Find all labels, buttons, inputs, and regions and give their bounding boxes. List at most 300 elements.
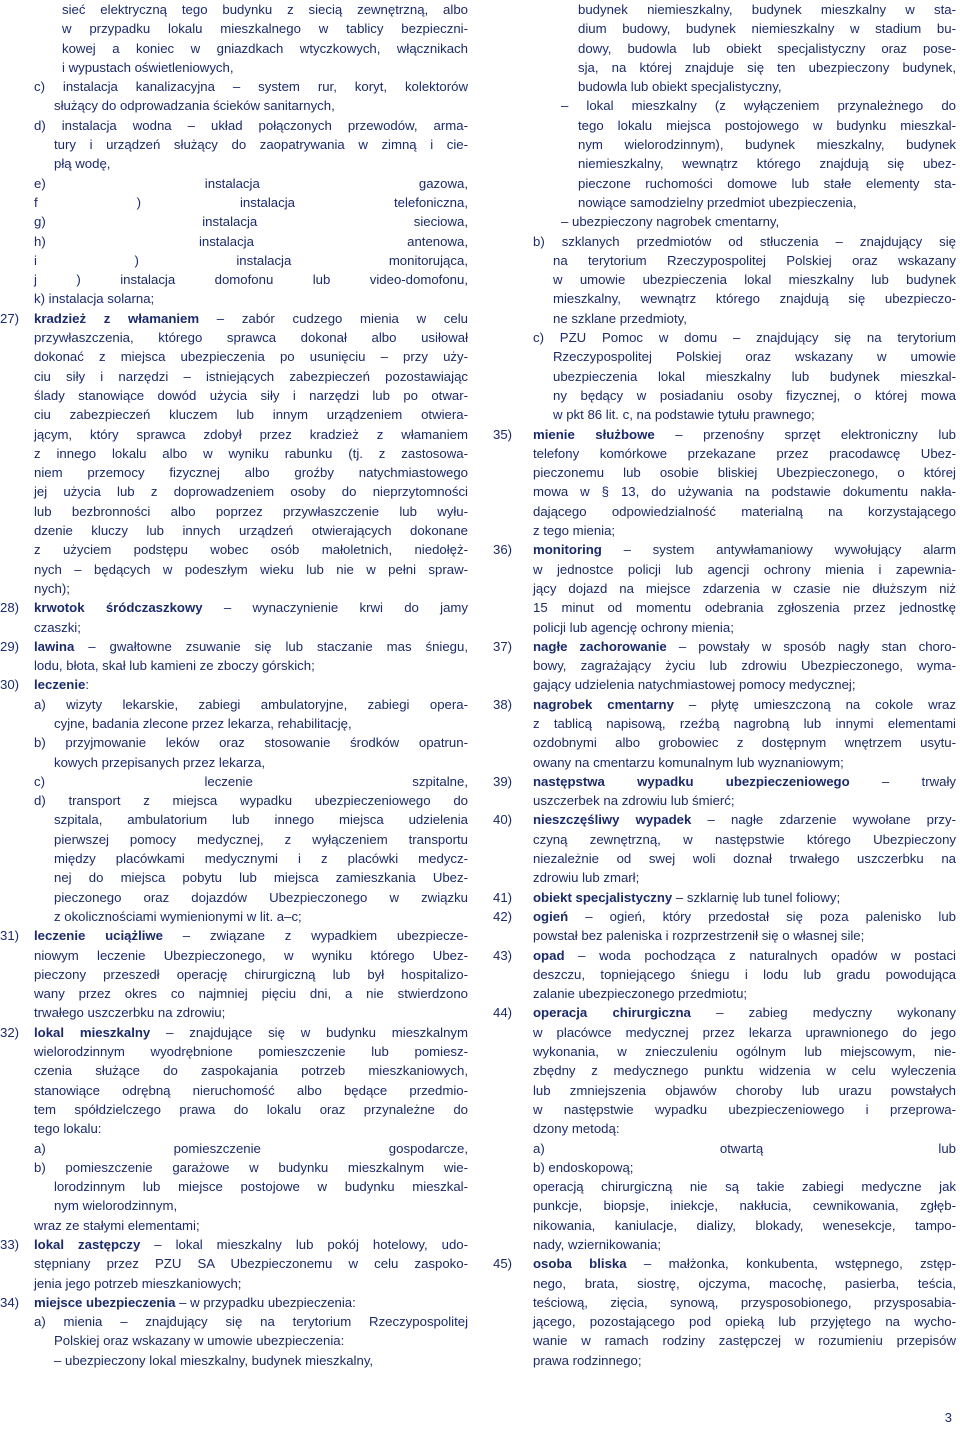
line-text: pieczony przeszedł operację chirurgiczną lub był hospitalizo- (34, 966, 468, 982)
line-text: niem przemocy fizycznej albo groźby natychmiastowego (34, 465, 468, 481)
line-text: – zabieg medyczny wykonany (690, 1005, 956, 1021)
line-text: służący do odprowadzania ścieków sanitarnych, (54, 98, 335, 114)
text-line (0, 849, 468, 868)
text-line (0, 116, 468, 135)
text-line (493, 907, 956, 926)
text-line (493, 695, 956, 714)
line-text: d) instalacja wodna – układ połączonych przewodów, arma- (34, 117, 468, 133)
line-text: trwałego uszczerbku na zdrowiu; (34, 1005, 226, 1021)
line-text: – przenośny sprzęt elektroniczny lub (654, 426, 956, 442)
line-text: nikowania, kaniulacje, dializy, blokady, wenesekcje, tampo- (533, 1217, 956, 1233)
text-line (0, 309, 468, 328)
term: obiekt specjalistyczny (533, 889, 673, 905)
text-line (493, 0, 956, 19)
line-text: niezależnie od swej woli doznał trwałego uszczerbku na (533, 851, 956, 867)
line-text: e) instalacja gazowa, (34, 175, 468, 191)
line-text: i wypustach oświetleniowych, (62, 59, 234, 75)
line-text: z innego lokalu albo w wyniku rabunku (tj. z zastosowa- (34, 445, 468, 461)
text-line (0, 1119, 468, 1138)
text-line (0, 946, 468, 965)
text-line (0, 1061, 468, 1080)
line-text: a) mienia – znajdujący się na terytorium Rzeczypospolitej (34, 1314, 468, 1330)
line-text: dium budowy, budynek niemieszkalny w stadium bu- (578, 21, 956, 37)
item-number: 45) (493, 1256, 513, 1272)
line-text: zbędny z medycznego punktu widzenia w celu wyleczenia (533, 1063, 956, 1079)
text-line (493, 367, 956, 386)
line-text: deszczu, topniejącego śniegu i lodu lub gradu powodująca (533, 966, 956, 982)
term: nieszczęśliwy wypadek (533, 812, 692, 828)
text-line (0, 675, 468, 694)
text-line (0, 540, 468, 559)
text-line (0, 1216, 468, 1235)
line-text: szpitala, ambulatorium lub innego miejsca udzielenia (54, 812, 468, 828)
term: ogień (533, 908, 569, 924)
line-text: nych); (34, 580, 70, 596)
line-text: owany na cmentarzu komunalnym lub wyznaniowym; (533, 754, 844, 770)
line-text: nady, wziernikowania; (533, 1237, 662, 1252)
line-text: sja, na której znajduje się ten ubezpieczony budynek, (578, 59, 956, 75)
text-line (493, 753, 956, 772)
text-line (493, 540, 956, 559)
item-number: 30) (0, 677, 20, 693)
item-number: 29) (0, 638, 20, 654)
text-line (493, 733, 956, 752)
text-line (0, 656, 468, 675)
line-text: gający udzielenia natychmiastowej pomocy medycznej; (533, 677, 856, 693)
text-line (0, 521, 468, 540)
line-text: dokonać z miejsca ubezpieczenia po usunięciu – przy uży- (34, 349, 468, 365)
text-line (0, 502, 468, 521)
text-line (493, 1254, 956, 1273)
text-line (0, 19, 468, 38)
text-line (493, 77, 956, 96)
line-text: z okolicznościami wymienionymi w lit. a–c; (54, 908, 302, 924)
line-text: – nagłe zdarzenie wywołane przy- (691, 812, 956, 828)
text-line (493, 830, 956, 849)
line-text: dzenie kluczy lub innych urządzeń otwierających dokonane (34, 523, 468, 539)
text-line (493, 521, 956, 540)
line-text: – system antywłamaniowy wywołujący alarm (601, 542, 956, 558)
term: leczenie (34, 677, 86, 693)
text-line (493, 212, 956, 231)
line-text: d) transport z miejsca wypadku ubezpieczeniowego do (34, 793, 468, 809)
term: nagłe zachorowanie (533, 638, 667, 654)
line-text: na terytorium Rzeczypospolitej Polskiej oraz wskazany (553, 252, 956, 268)
line-text: – gwałtowne zsuwanie się lub staczanie mas śniegu, (74, 638, 468, 654)
line-text: ny będący w posiadaniu osoby fizycznej, o której mowa (553, 387, 956, 403)
text-line (493, 1023, 956, 1042)
text-line (0, 791, 468, 810)
line-text: dzony metodą: (533, 1121, 620, 1137)
line-text: bowy, zagrażający życiu lub zdrowiu Ubezpieczonego, wyma- (533, 658, 956, 674)
line-text: nym wielorodzinnym), budynek mieszkalny, budynek (578, 137, 956, 153)
text-line (0, 347, 468, 366)
text-line (0, 463, 468, 482)
line-text: punkcje, biopsje, iniekcje, nakłucia, cewnikowania, zgłęb- (533, 1198, 956, 1214)
text-line (0, 405, 468, 424)
text-line (493, 618, 956, 637)
line-text: wraz ze stałymi elementami; (34, 1217, 200, 1233)
text-line (0, 135, 468, 154)
text-line (0, 1042, 468, 1061)
line-text: tego lokalu: (34, 1121, 102, 1137)
text-line (493, 58, 956, 77)
text-line (493, 232, 956, 251)
line-text: – ubezpieczony nagrobek cmentarny, (561, 214, 780, 230)
text-line (0, 174, 468, 193)
line-text: tury i urządzeń służący do zaopatrywania w zimną i cie- (54, 137, 468, 153)
text-line (0, 1177, 468, 1196)
text-line (493, 1139, 956, 1158)
left-column (0, 0, 468, 1370)
text-line (493, 502, 956, 521)
item-number: 38) (493, 696, 513, 712)
line-text: – płytę umieszczoną na cokole wraz (673, 696, 956, 712)
text-line (0, 251, 468, 270)
line-text: niowym leczenie Ubezpieczonego, w wyniku którego Ubez- (34, 947, 468, 963)
line-text: – trwały (849, 773, 956, 789)
text-line (0, 1081, 468, 1100)
item-number: 43) (493, 947, 513, 963)
line-text: prawa rodzinnego; (533, 1352, 642, 1368)
line-text: pieczonemu lub osobie bliskiej Ubezpieczonego, o której (533, 465, 956, 481)
text-line (0, 637, 468, 656)
line-text: jącego, pozostającego pod opieką lub przyjętego na wycho- (533, 1314, 956, 1330)
line-text: wany przez okres co najmniej pięciu dni, a nie stwierdzono (34, 986, 468, 1002)
text-line (493, 656, 956, 675)
text-line (0, 830, 468, 849)
text-line (0, 270, 468, 289)
line-text: dowy, budowla lub obiekt specjalistyczny oraz pose- (578, 40, 956, 56)
text-line (493, 1196, 956, 1215)
text-line (493, 888, 956, 907)
text-line (493, 96, 956, 115)
line-text: dającego odpowiedzialność materialną na korzystającego (533, 503, 956, 519)
term: operacja chirurgiczna (533, 1005, 691, 1021)
text-line (0, 695, 468, 714)
line-text: w przypadku lokalu mieszkalnego w tablicy bezpieczni- (62, 21, 468, 37)
text-line (0, 96, 468, 115)
text-line (493, 328, 956, 347)
text-line (493, 849, 956, 868)
text-line (0, 579, 468, 598)
text-line (0, 444, 468, 463)
text-line (493, 251, 956, 270)
line-text: – szklarnię lub tunel foliowy; (672, 889, 841, 905)
text-line (493, 1081, 956, 1100)
text-line (493, 810, 956, 829)
text-line (0, 1312, 468, 1331)
text-line (493, 1119, 956, 1138)
line-text: kowej a koniec w gniazdkach wtyczkowych, włącznikach (62, 40, 468, 56)
term: nagrobek cmentarny (533, 696, 674, 712)
line-text: budowla lub obiekt specjalistyczny, (578, 79, 782, 95)
line-text: – znajdujące się w budynku mieszkalnym (150, 1024, 468, 1040)
item-number: 39) (493, 773, 513, 789)
text-line (0, 965, 468, 984)
text-line (493, 637, 956, 656)
line-text: b) endoskopową; (533, 1159, 634, 1175)
text-line (0, 58, 468, 77)
text-line (493, 965, 956, 984)
line-text: kowych przepisanych przez lekarza, (54, 754, 266, 770)
text-line (493, 116, 956, 135)
line-text: lub bezbronności albo poprzez przywłaszczenie lub wyłu- (34, 503, 468, 519)
line-text: mieszkalny, wewnątrz którego znajdują się ubezpieczo- (553, 291, 956, 307)
line-text: z tablicą napisową, rzeźbą nagrobną lub innymi elementami (533, 715, 956, 731)
line-text: ozdobnymi albo grobowiec z dostępnym wnętrzem usytu- (533, 735, 956, 751)
text-line (0, 1235, 468, 1254)
term: lokal zastępczy (34, 1237, 141, 1252)
line-text: wielorodzinnym wyodrębnione pomieszczenie lub pomiesz- (34, 1044, 468, 1060)
text-line (493, 174, 956, 193)
item-number: 28) (0, 600, 20, 616)
line-text: jący dojazd na miejsce zdarzenia w czasie nie dłuższym niż (533, 580, 956, 596)
text-line (493, 405, 956, 424)
line-text: ciu zabezpieczeń kluczem lub innym urządzeniem otwiera- (34, 407, 468, 423)
line-text: policji lub agencję ochrony mienia; (533, 619, 734, 635)
line-text: lorodzinnym lub miejsce postojowe w budynku mieszkal- (54, 1179, 468, 1195)
item-number: 37) (493, 638, 513, 654)
text-line (493, 675, 956, 694)
line-text: teściową, zięcia, synową, przysposobionego, przysposabia- (533, 1294, 956, 1310)
line-text: nego, brata, siostrę, ojczyma, macochę, pasierba, teścia, (533, 1275, 956, 1291)
text-line (493, 1100, 956, 1119)
text-line (0, 733, 468, 752)
line-text: stanowiące odrębną nieruchomość albo będące przedmio- (34, 1082, 468, 1098)
text-line (493, 714, 956, 733)
item-number: 40) (493, 812, 513, 828)
line-text: – woda pochodząca z naturalnych opadów w postaci (564, 947, 956, 963)
text-line (493, 270, 956, 289)
text-line (0, 193, 468, 212)
text-line (493, 868, 956, 887)
line-text: w umowie ubezpieczenia lokal mieszkalny lub budynek (553, 272, 956, 288)
text-line (493, 154, 956, 173)
text-line (493, 309, 956, 328)
line-text: powstał bez paleniska i rozprzestrzenił się o własnej sile; (533, 928, 865, 944)
line-text: c) PZU Pomoc w domu – znajdujący się na terytorium (533, 330, 956, 346)
text-line (0, 1023, 468, 1042)
text-line (493, 560, 956, 579)
item-number: 41) (493, 889, 513, 905)
text-line (0, 0, 468, 19)
line-text: k) instalacja solarna; (34, 291, 155, 307)
line-text: Rzeczypospolitej Polskiej oraz wskazany w umowie (553, 349, 956, 365)
line-text: uszczerbek na zdrowiu lub śmierć; (533, 793, 735, 809)
text-line (493, 1331, 956, 1350)
term: monitoring (533, 542, 602, 558)
text-line (0, 232, 468, 251)
line-text: – ogień, który przedostał się poza palenisko lub (568, 908, 956, 924)
line-text: nej do miejsca pobytu lub miejsca zamieszkania Ubez- (54, 870, 468, 886)
line-text: b) przyjmowanie leków oraz stosowanie środków opatrun- (34, 735, 468, 751)
text-line (0, 598, 468, 617)
line-text: w następstwie wypadku ubezpieczeniowego i przeprowa- (533, 1101, 956, 1117)
text-line (493, 1351, 956, 1370)
text-line (493, 1177, 956, 1196)
right-column (493, 0, 956, 1370)
text-line (0, 386, 468, 405)
item-number: 42) (493, 908, 513, 924)
line-text: jącym, który sprawca zdobył przez kradzież z włamaniem (34, 426, 468, 442)
text-line (0, 560, 468, 579)
line-text: w placówce medycznej przez lekarza uprawnionego do jego (533, 1024, 956, 1040)
text-line (0, 888, 468, 907)
term: miejsce ubezpieczenia (34, 1294, 176, 1310)
text-line (0, 868, 468, 887)
line-text: Polskiej oraz wskazany w umowie ubezpieczenia: (54, 1333, 345, 1349)
line-text: b) szklanych przedmiotów od stłuczenia – znajdujący się (533, 233, 956, 249)
text-line (0, 772, 468, 791)
line-text: między placówkami medycznymi i z placówki medycz- (54, 851, 468, 867)
line-text: i ) instalacja monitorująca, (34, 252, 468, 268)
line-text: a) wizyty lekarskie, zabiegi ambulatoryjne, zabiegi opera- (34, 696, 468, 712)
line-text: g) instalacja sieciowa, (34, 214, 468, 230)
line-text: h) instalacja antenowa, (34, 233, 468, 249)
term: mienie służbowe (533, 426, 655, 442)
text-line (493, 1293, 956, 1312)
line-text: pierwszej pomocy medycznej, z wyłączeniem transportu (54, 831, 468, 847)
line-text: – powstały w sposób nagły stan choro- (666, 638, 956, 654)
line-text: telefony komórkowe przekazane przez pracodawcę Ubez- (533, 445, 956, 461)
line-text: tem spółdzielczego prawa do lokalu oraz przynależne do (34, 1101, 468, 1117)
line-text: ciu siły i narzędzi – istniejących zabezpieczeń pozostawiając (34, 368, 468, 384)
text-line (0, 618, 468, 637)
line-text: 15 minut od momentu odebrania zgłoszenia przez jednostkę (533, 600, 956, 616)
text-line (0, 984, 468, 1003)
text-line (493, 193, 956, 212)
line-text: przywłaszczenia, którego sprawca dokonał albo usiłował (34, 330, 468, 346)
item-number: 44) (493, 1005, 513, 1021)
line-text: a) pomieszczenie gospodarcze, (34, 1140, 468, 1156)
line-text: c) instalacja kanalizacyjna – system rur, koryt, kolektorów (34, 79, 468, 95)
line-text: czenia służące do zaspokajania potrzeb mieszkaniowych, (34, 1063, 468, 1079)
text-line (493, 1003, 956, 1022)
text-line (0, 1100, 468, 1119)
text-line (0, 1158, 468, 1177)
line-text: ubezpieczenia lokal mieszkalny lub budynek mieszkal- (553, 368, 956, 384)
text-line (493, 1158, 956, 1177)
line-text: operacją chirurgiczną nie są takie zabiegi medyczne jak (533, 1179, 956, 1195)
term: kradzież z włamaniem (34, 310, 200, 326)
line-text: lub zmniejszenia objawów choroby lub urazu powstałych (533, 1082, 956, 1098)
text-line (0, 926, 468, 945)
text-line (0, 425, 468, 444)
line-text: j ) instalacja domofonu lub video-domofonu, (34, 272, 468, 288)
text-line (0, 1274, 468, 1293)
item-number: 33) (0, 1237, 20, 1252)
text-line (0, 907, 468, 926)
item-number: 34) (0, 1294, 20, 1310)
line-text: – wynaczynienie krwi do jamy (202, 600, 468, 616)
line-text: tego lokalu miejsca postojowego w budynku mieszkal- (578, 117, 956, 133)
text-line (0, 212, 468, 231)
line-text: nowiące samodzielny przedmiot ubezpieczenia, (578, 194, 857, 210)
line-text: płą wodę, (54, 156, 111, 172)
term: krwotok śródczaszkowy (34, 600, 203, 616)
text-line (0, 1254, 468, 1273)
text-line (493, 579, 956, 598)
line-text: niemieszkalny, wewnątrz którego znajdują się ubez- (578, 156, 956, 172)
text-line (0, 1293, 468, 1312)
line-text: nym wielorodzinnym, (54, 1198, 178, 1214)
line-text: – zabór cudzego mienia w celu (199, 310, 468, 326)
term: następstwa wypadku ubezpieczeniowego (533, 773, 850, 789)
line-text: zalanie ubezpieczonego przedmiotu; (533, 986, 748, 1002)
text-line (0, 77, 468, 96)
line-text: – lokal mieszkalny (z wyłączeniem przynależnego do (561, 98, 956, 114)
line-text: – małżonka, konkubenta, wstępnego, zstęp- (626, 1256, 956, 1272)
text-line (0, 328, 468, 347)
line-text: w jednostce policji lub agencji ochrony mienia i zapewnia- (533, 561, 956, 577)
text-line (493, 1042, 956, 1061)
line-text: – ubezpieczony lokal mieszkalny, budynek mieszkalny, (54, 1352, 374, 1368)
line-text: zdrowiu lub zmarł; (533, 870, 640, 886)
term: lokal mieszkalny (34, 1024, 151, 1040)
text-line (493, 39, 956, 58)
text-line (0, 1003, 468, 1022)
text-line (493, 791, 956, 810)
line-text: mowa w § 13, do używania na podstawie dokumentu nakła- (533, 484, 956, 500)
line-text: nych – będących w podeszłym wieku lub nie w pełni spraw- (34, 561, 468, 577)
item-number: 35) (493, 426, 513, 442)
text-line (493, 1235, 956, 1254)
line-text: pieczone ruchomości domowe lub stałe elementy sta- (578, 175, 956, 191)
line-text: – związane z wypadkiem ubezpiecze- (163, 928, 468, 944)
text-line (0, 1196, 468, 1215)
text-line (493, 444, 956, 463)
item-number: 27) (0, 310, 20, 326)
text-line (493, 1312, 956, 1331)
text-line (493, 347, 956, 366)
text-line (493, 926, 956, 945)
text-line (493, 19, 956, 38)
text-line (493, 386, 956, 405)
line-text: czyną zewnętrzną, w następstwie którego Ubezpieczony (533, 831, 956, 847)
line-text: c) leczenie szpitalne, (34, 773, 468, 789)
text-line (0, 367, 468, 386)
term: leczenie uciążliwe (34, 928, 164, 944)
line-text: – lokal mieszkalny lub pokój hotelowy, udo- (140, 1237, 468, 1252)
text-line (0, 810, 468, 829)
line-text: b) pomieszczenie garażowe w budynku mieszkalnym wie- (34, 1159, 468, 1175)
line-text: w pkt 86 lit. c, na podstawie tytułu prawnego; (553, 407, 815, 423)
text-line (0, 714, 468, 733)
line-text: jej użycia lub z doprowadzeniem osoby do nieprzytomności (34, 484, 468, 500)
text-line (0, 39, 468, 58)
text-line (0, 753, 468, 772)
term: opad (533, 947, 565, 963)
text-line (493, 772, 956, 791)
line-text: z tego mienia; (533, 523, 616, 539)
text-line (0, 154, 468, 173)
item-number: 36) (493, 542, 513, 558)
text-line (493, 946, 956, 965)
line-text: wykonania, w znieczuleniu ogólnym lub miejscowym, nie- (533, 1044, 956, 1060)
term: osoba bliska (533, 1256, 627, 1272)
text-line (493, 1274, 956, 1293)
page-number: 3 (944, 1410, 952, 1425)
text-line (493, 463, 956, 482)
text-line (493, 425, 956, 444)
line-text: jenia jego potrzeb mieszkaniowych; (34, 1275, 242, 1291)
text-line (0, 289, 468, 308)
text-line (0, 1331, 468, 1350)
line-text: z użyciem podstępu wobec osób małoletnich, niedołęż- (34, 542, 468, 558)
line-text: ne szklane przedmioty, (553, 310, 687, 326)
term: lawina (34, 638, 75, 654)
